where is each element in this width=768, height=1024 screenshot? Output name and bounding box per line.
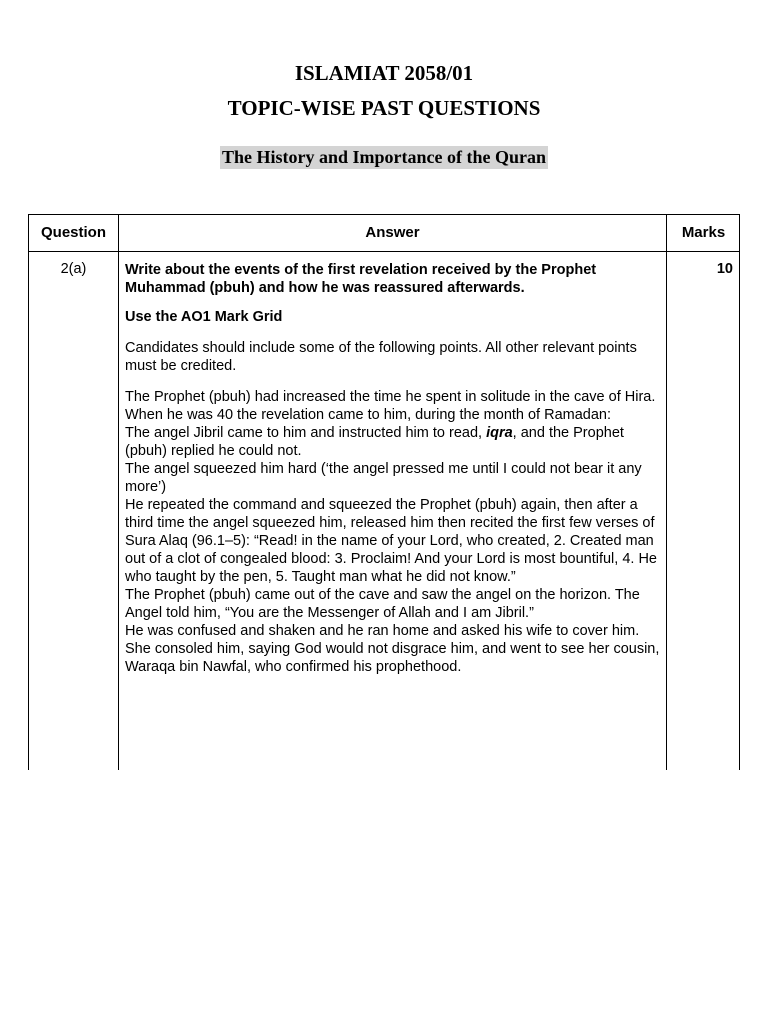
candidate-instruction: Candidates should include some of the following points. All other relevant points must be credited. [125, 340, 637, 374]
answer-cell [125, 261, 663, 676]
answer-point: He repeated the command and squeezed the Prophet (pbuh) again, then after a third time the angel squeezed him, released him then recited the first few verses of Sura Alaq (96.1–5): “Read! in the name of your Lord, who created, 2. Created man out of a clot of congealed blood: 3. Proclaim! And your Lord is most bountiful, 4. He who taught by the pen, 5. Taught man what he did not know.” [125, 497, 657, 585]
answer-points [125, 388, 663, 676]
answer-point: The Prophet (pbuh) came out of the cave and saw the angel on the horizon. The Angel told him, “You are the Messenger of Allah and I am Jibril.” [125, 587, 640, 621]
answer-point: She consoled him, saying God would not disgrace him, and went to see her cousin, Waraqa bin Nawfal, who confirmed his prophethood. [125, 641, 660, 675]
column-header-marks: Marks [681, 224, 726, 241]
question-text: Write about the events of the first revelation received by the Prophet Muhammad (pbuh) and how he was reassured afterwards. [125, 262, 597, 296]
topic-heading-wrap [0, 146, 768, 169]
column-header-question: Question [40, 224, 106, 241]
document-title: ISLAMIAT 2058/01 [294, 61, 474, 85]
topic-heading: The History and Importance of the Quran [222, 147, 546, 167]
answer-point-text: , and the Prophet (pbuh) replied he could not. [125, 425, 624, 459]
answer-point-italic: iqra [486, 425, 513, 441]
mark-scheme-table [28, 214, 740, 770]
column-divider [118, 215, 119, 770]
question-number: 2(a) [60, 261, 87, 277]
column-divider [666, 215, 667, 770]
marks-value: 10 [716, 261, 733, 277]
column-header-answer: Answer [365, 224, 420, 241]
answer-point: The Prophet (pbuh) had increased the time he spent in solitude in the cave of Hira. When he was 40 the revelation came to him, during the month of Ramadan: [125, 389, 656, 423]
answer-point [125, 424, 663, 460]
document-subtitle: TOPIC-WISE PAST QUESTIONS [227, 96, 541, 120]
answer-point-text: The angel Jibril came to him and instructed him to read, [125, 425, 487, 441]
answer-point: He was confused and shaken and he ran home and asked his wife to cover him. [125, 623, 640, 639]
mark-grid-instruction: Use the AO1 Mark Grid [125, 309, 283, 325]
answer-point: The angel squeezed him hard (‘the angel pressed me until I could not bear it any more’) [125, 461, 642, 495]
header-divider [29, 251, 739, 252]
